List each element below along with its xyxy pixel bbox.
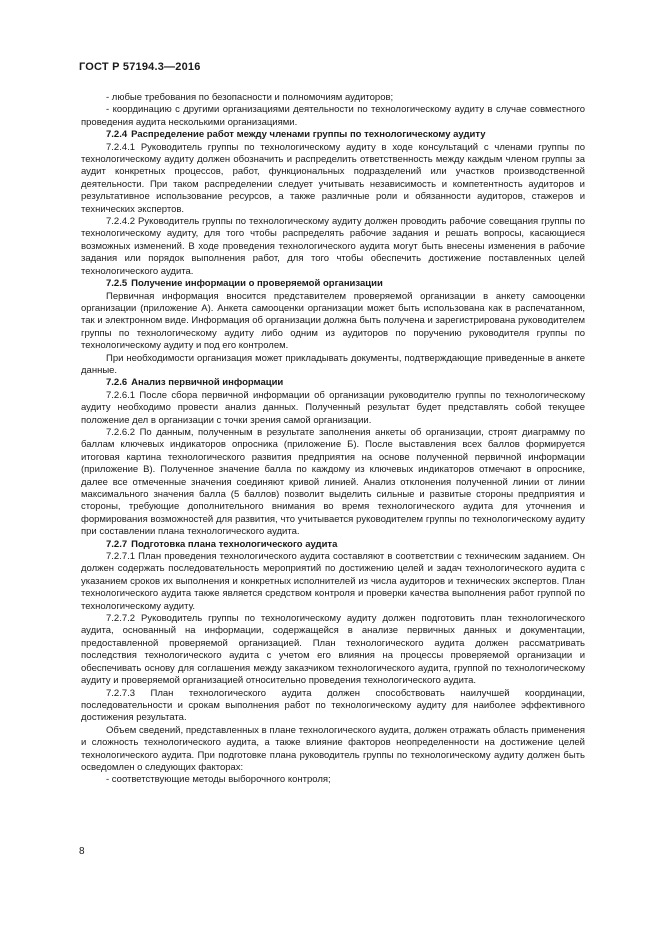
paragraph: - координацию с другими организациями деятельности по технологическому аудиту в случае совместного проведения аудита несколькими организациями.: [81, 104, 585, 128]
page-number: 8: [79, 846, 85, 857]
paragraph: Первичная информация вносится представителем проверяемой организации в анкету самооценки организации (приложение А). Анкета самооценки организации может быть использована как в распечатанном, так и электронном виде. Информация об организации должна быть получена и зарегистрирована руководителем группы по технологическому аудиту либо одним из аудиторов по поручению руководителя группы по технологическому аудиту и под его контролем.: [81, 290, 585, 352]
section-number: 7.2.7: [106, 538, 128, 550]
paragraph: Объем сведений, представленных в плане технологического аудита, должен отражать область применения и сложность технологического аудита, а также влияние факторов неопределенности на достижение целей технологического аудита. При подготовке плана руководитель группы по технологическому аудиту должен быть осведомлен о следующих факторах:: [81, 724, 585, 773]
paragraph: При необходимости организация может прикладывать документы, подтверждающие приведенные в анкете данные.: [81, 352, 585, 376]
paragraph: 7.2.6.2 По данным, полученным в результате заполнения анкеты об организации, строят диаграмму по баллам ключевых индикаторов опросника (приложение Б). После выставления всех баллов формируется итоговая картина технологического развития предприятия на основе полученной первичной информации (приложение В). Полученное значение балла по каждому из ключевых индикаторов отмечают в опроснике, далее все отмеченные значения соединяют кривой линией. Анализ отклонения полученной линии от линии максимального значения балла (5 баллов) позволит выделить сильные и развитые стороны предприятия и стороны, требующие дополнительного внимания во время технологического аудита для уточнения и формирования возможностей для развития, что учитывается руководителем группы по технологическому аудиту при составлении плана технологического аудита.: [81, 426, 585, 538]
section-title: Подготовка плана технологического аудита: [131, 538, 338, 550]
section-number: 7.2.5: [106, 278, 128, 290]
section-title: Анализ первичной информации: [131, 377, 284, 389]
section-title: Получение информации о проверяемой организации: [131, 278, 383, 290]
document-body: [81, 92, 585, 787]
section-number: 7.2.6: [106, 377, 128, 389]
section-heading: [81, 278, 585, 290]
paragraph: 7.2.6.1 После сбора первичной информации об организации руководителю группы по технологическому аудиту необходимо провести анализ данных. Полученный результат будет представлять собой текущее положение дел в организации с точки зрения самой организации.: [81, 389, 585, 426]
paragraph: 7.2.4.2 Руководитель группы по технологическому аудиту должен проводить рабочие совещания группы по технологическому аудиту, для того чтобы распределять рабочие задания и решать вопросы, касающиеся возможных изменений. В ходе проведения технологического аудита могут быть внесены изменения в рабочие задания или порядок выполнения работ, для того чтобы обеспечить достижение поставленных целей технологического аудита.: [81, 216, 585, 277]
section-heading: [81, 129, 585, 141]
paragraph: - любые требования по безопасности и полномочиям аудиторов;: [106, 92, 394, 103]
paragraph: 7.2.7.3 План технологического аудита должен способствовать наилучшей координации, последовательности и срокам выполнения работ по технологическому аудиту для наиболее эффективного достижения результата.: [81, 687, 585, 724]
section-title: Распределение работ между членами группы по технологическому аудиту: [131, 129, 486, 141]
section-number: 7.2.4: [106, 129, 128, 141]
paragraph: 7.2.7.1 План проведения технологического аудита составляют в соответствии с техническим заданием. Он должен содержать последовательность мероприятий по достижению целей и задач технологического аудита с указанием сроков их выполнения и конкретных исполнителей из числа аудиторов и технических экспертов. План технологического аудита также является средством контроля и проверки качества выполнения работ группой по технологическому аудиту.: [81, 551, 585, 612]
paragraph: 7.2.7.2 Руководитель группы по технологическому аудиту должен подготовить план технологического аудита, основанный на информации, содержащейся в анализе первичных данных и документации, предоставленной проверяемой организацией. План технологического аудита должен рассматривать последствия технологического аудита с учетом его влияния на процессы проверяемой организации и обеспечивать основу для соглашения между заказчиком технологического аудита, группой по технологическому аудиту и проверяемой организацией относительно проведения технологического аудита.: [81, 613, 585, 687]
document-header: ГОСТ Р 57194.3—2016: [79, 61, 201, 73]
section-heading: [81, 377, 585, 389]
section-heading: [81, 539, 585, 551]
paragraph: 7.2.4.1 Руководитель группы по технологическому аудиту в ходе консультаций с членами группы по технологическому аудиту должен обозначить и распределить ответственность между каждым членом группы за аудит конкретных процессов, работ, функциональных подразделений или участков производственной деятельности. При таком распределении следует учитывать независимость и компетентность аудиторов и результативное использование ресурсов, а также различные роли и обязанности аудиторов, стажеров и технических экспертов.: [81, 141, 585, 215]
paragraph: - соответствующие методы выборочного контроля;: [106, 774, 331, 786]
